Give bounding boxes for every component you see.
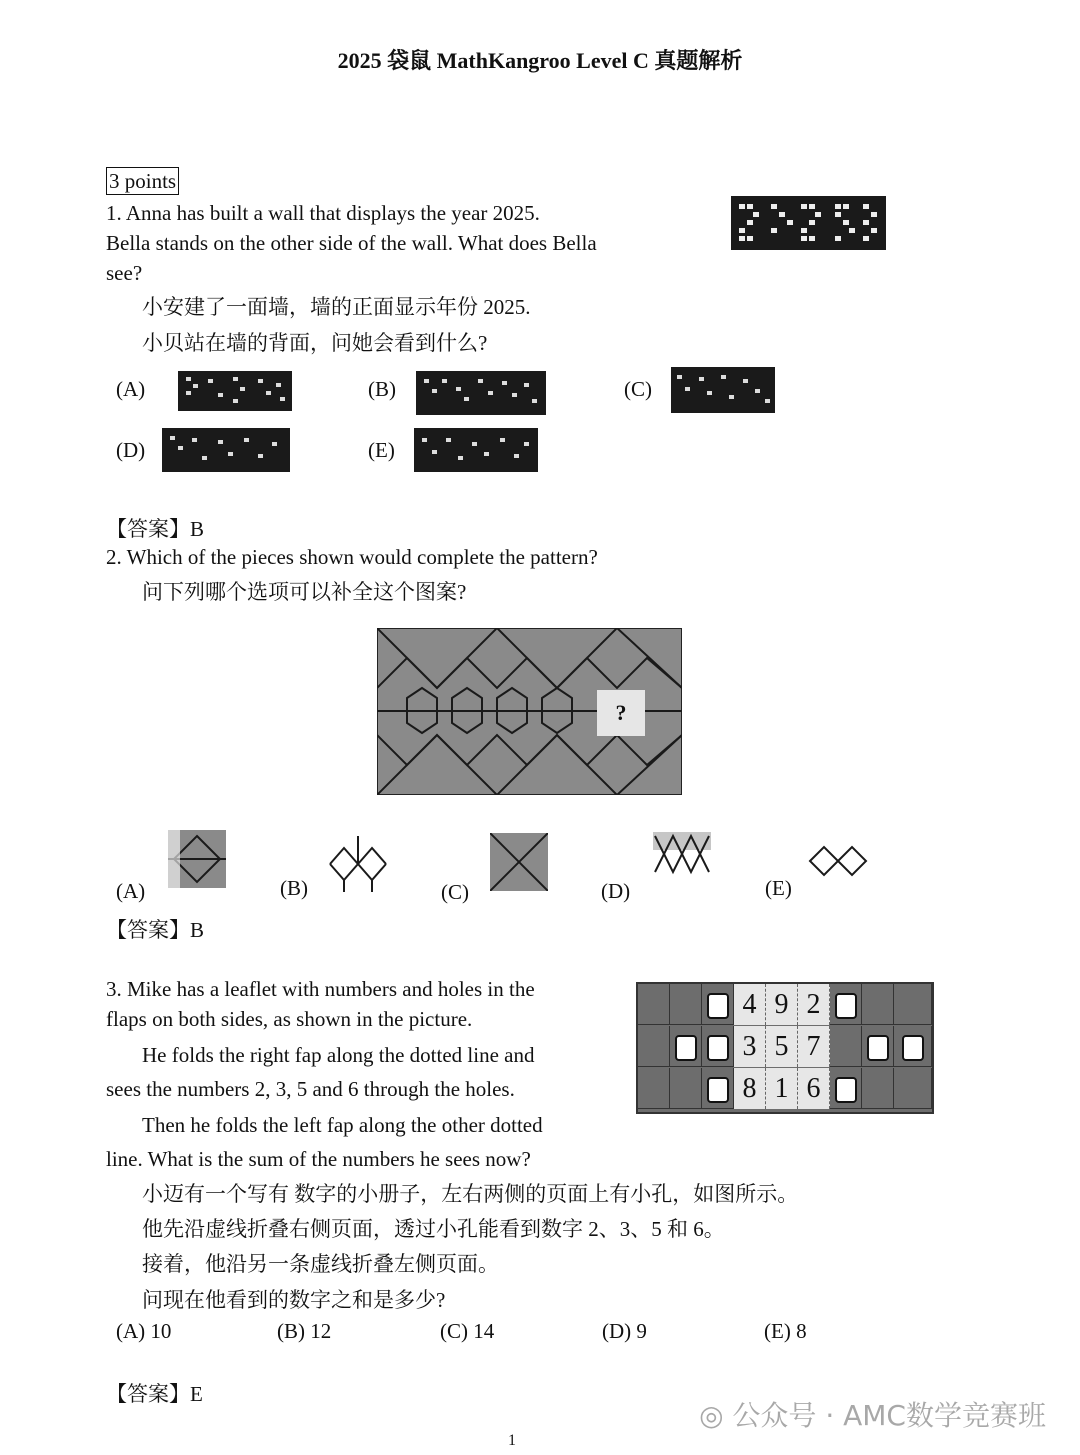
q2-text [106, 543, 598, 571]
q1-option-d-image [162, 428, 290, 472]
hole [707, 1077, 729, 1103]
q3-line2: flaps on both sides, as shown in the picture. [106, 1007, 473, 1031]
q1-number: 1. [106, 201, 122, 225]
q1-option-a-image [178, 369, 292, 411]
wall-2025-image [731, 192, 886, 250]
q3-choice-c: (C) 14 [440, 1319, 495, 1343]
q3-answer: 【答案】E [106, 1382, 203, 1406]
grid-cell: 5 [766, 1026, 798, 1067]
hole [675, 1035, 697, 1061]
wechat-icon: ◎ [699, 1399, 724, 1432]
q1-option-e: (E) [368, 438, 395, 462]
q3-line3: He folds the right fap along the dotted line and [142, 1043, 535, 1067]
q2-number: 2. [106, 545, 122, 569]
hole [867, 1035, 889, 1061]
q3-line1 [106, 975, 535, 1003]
hole [902, 1035, 924, 1061]
q3-line1-text: Mike has a leaflet with numbers and holes in the [127, 977, 535, 1001]
q2-option-b-image [328, 834, 388, 892]
hole [707, 993, 729, 1019]
q2-option-a-image [168, 830, 226, 888]
q1-text [106, 199, 540, 227]
q2-option-c-image [490, 833, 548, 891]
hole [707, 1035, 729, 1061]
q3-cn3: 接着，他沿另一条虚线折叠左侧页面。 [142, 1252, 499, 1276]
q2-answer: 【答案】B [106, 918, 205, 942]
q1-cn1: 小安建了一面墙，墙的正面显示年份 2025. [142, 295, 531, 319]
q3-choice-e: (E) 8 [764, 1319, 807, 1343]
points-label: 3 points [106, 167, 179, 195]
leaflet-row-3 [638, 1068, 932, 1110]
grid-cell: 3 [734, 1026, 766, 1067]
q2-option-c: (C) [441, 880, 469, 904]
q1-option-b-image [416, 369, 546, 415]
watermark-text: 公众号 · AMC数学竞赛班 [732, 1399, 1046, 1432]
grid-cell: 9 [766, 984, 798, 1025]
q1-option-a: (A) [116, 377, 146, 401]
leaflet-row-2 [638, 1026, 932, 1068]
q2-option-e-image [808, 844, 868, 878]
q1-line2: Bella stands on the other side of the wall. What does Bella [106, 231, 597, 255]
grid-cell: 6 [798, 1068, 830, 1109]
q3-cn2: 他先沿虚线折叠右侧页面，透过小孔能看到数字 2、3、5 和 6。 [142, 1217, 725, 1241]
q3-line5: Then he folds the left fap along the other dotted [142, 1113, 543, 1137]
grid-cell: 2 [798, 984, 830, 1025]
hole [835, 993, 857, 1019]
q2-question-mark: ? [615, 700, 627, 725]
q1-option-e-image [414, 428, 538, 472]
q3-leaflet-image [636, 982, 934, 1114]
q2-line1: Which of the pieces shown would complete the pattern? [126, 545, 598, 569]
grid-cell: 8 [734, 1068, 766, 1109]
q2-cn1: 问下列哪个选项可以补全这个图案? [142, 580, 467, 604]
q1-option-c-image [671, 365, 775, 413]
q3-choice-d: (D) 9 [602, 1319, 647, 1343]
q1-line3: see? [106, 261, 143, 285]
q1-answer: 【答案】B [106, 517, 205, 541]
q1-option-d: (D) [116, 438, 146, 462]
leaflet-row-1 [638, 984, 932, 1026]
q2-pattern-image [377, 628, 682, 795]
q2-option-e: (E) [765, 876, 792, 900]
q3-choice-a: (A) 10 [116, 1319, 172, 1343]
q3-number: 3. [106, 977, 122, 1001]
q3-cn4: 问现在他看到的数字之和是多少? [142, 1288, 446, 1312]
q2-option-a: (A) [116, 879, 146, 903]
page-number: 1 [508, 1432, 516, 1449]
hole [835, 1077, 857, 1103]
grid-cell: 1 [766, 1068, 798, 1109]
q1-option-b: (B) [368, 377, 396, 401]
q2-option-d: (D) [601, 879, 631, 903]
q3-line6: line. What is the sum of the numbers he sees now? [106, 1147, 531, 1171]
page-title: 2025 袋鼠 MathKangroo Level C 真题解析 [337, 48, 743, 73]
grid-cell: 4 [734, 984, 766, 1025]
watermark [699, 1394, 1046, 1434]
q2-option-b: (B) [280, 876, 308, 900]
q3-line4: sees the numbers 2, 3, 5 and 6 through the holes. [106, 1077, 515, 1101]
q1-line1: Anna has built a wall that displays the year 2025. [125, 201, 540, 225]
q1-cn2: 小贝站在墙的背面，问她会看到什么? [142, 331, 488, 355]
q3-choice-b: (B) 12 [277, 1319, 332, 1343]
q1-option-c: (C) [624, 377, 652, 401]
q3-cn1: 小迈有一个写有 数字的小册子，左右两侧的页面上有小孔，如图所示。 [142, 1182, 799, 1206]
grid-cell: 7 [798, 1026, 830, 1067]
q2-option-d-image [653, 832, 711, 878]
